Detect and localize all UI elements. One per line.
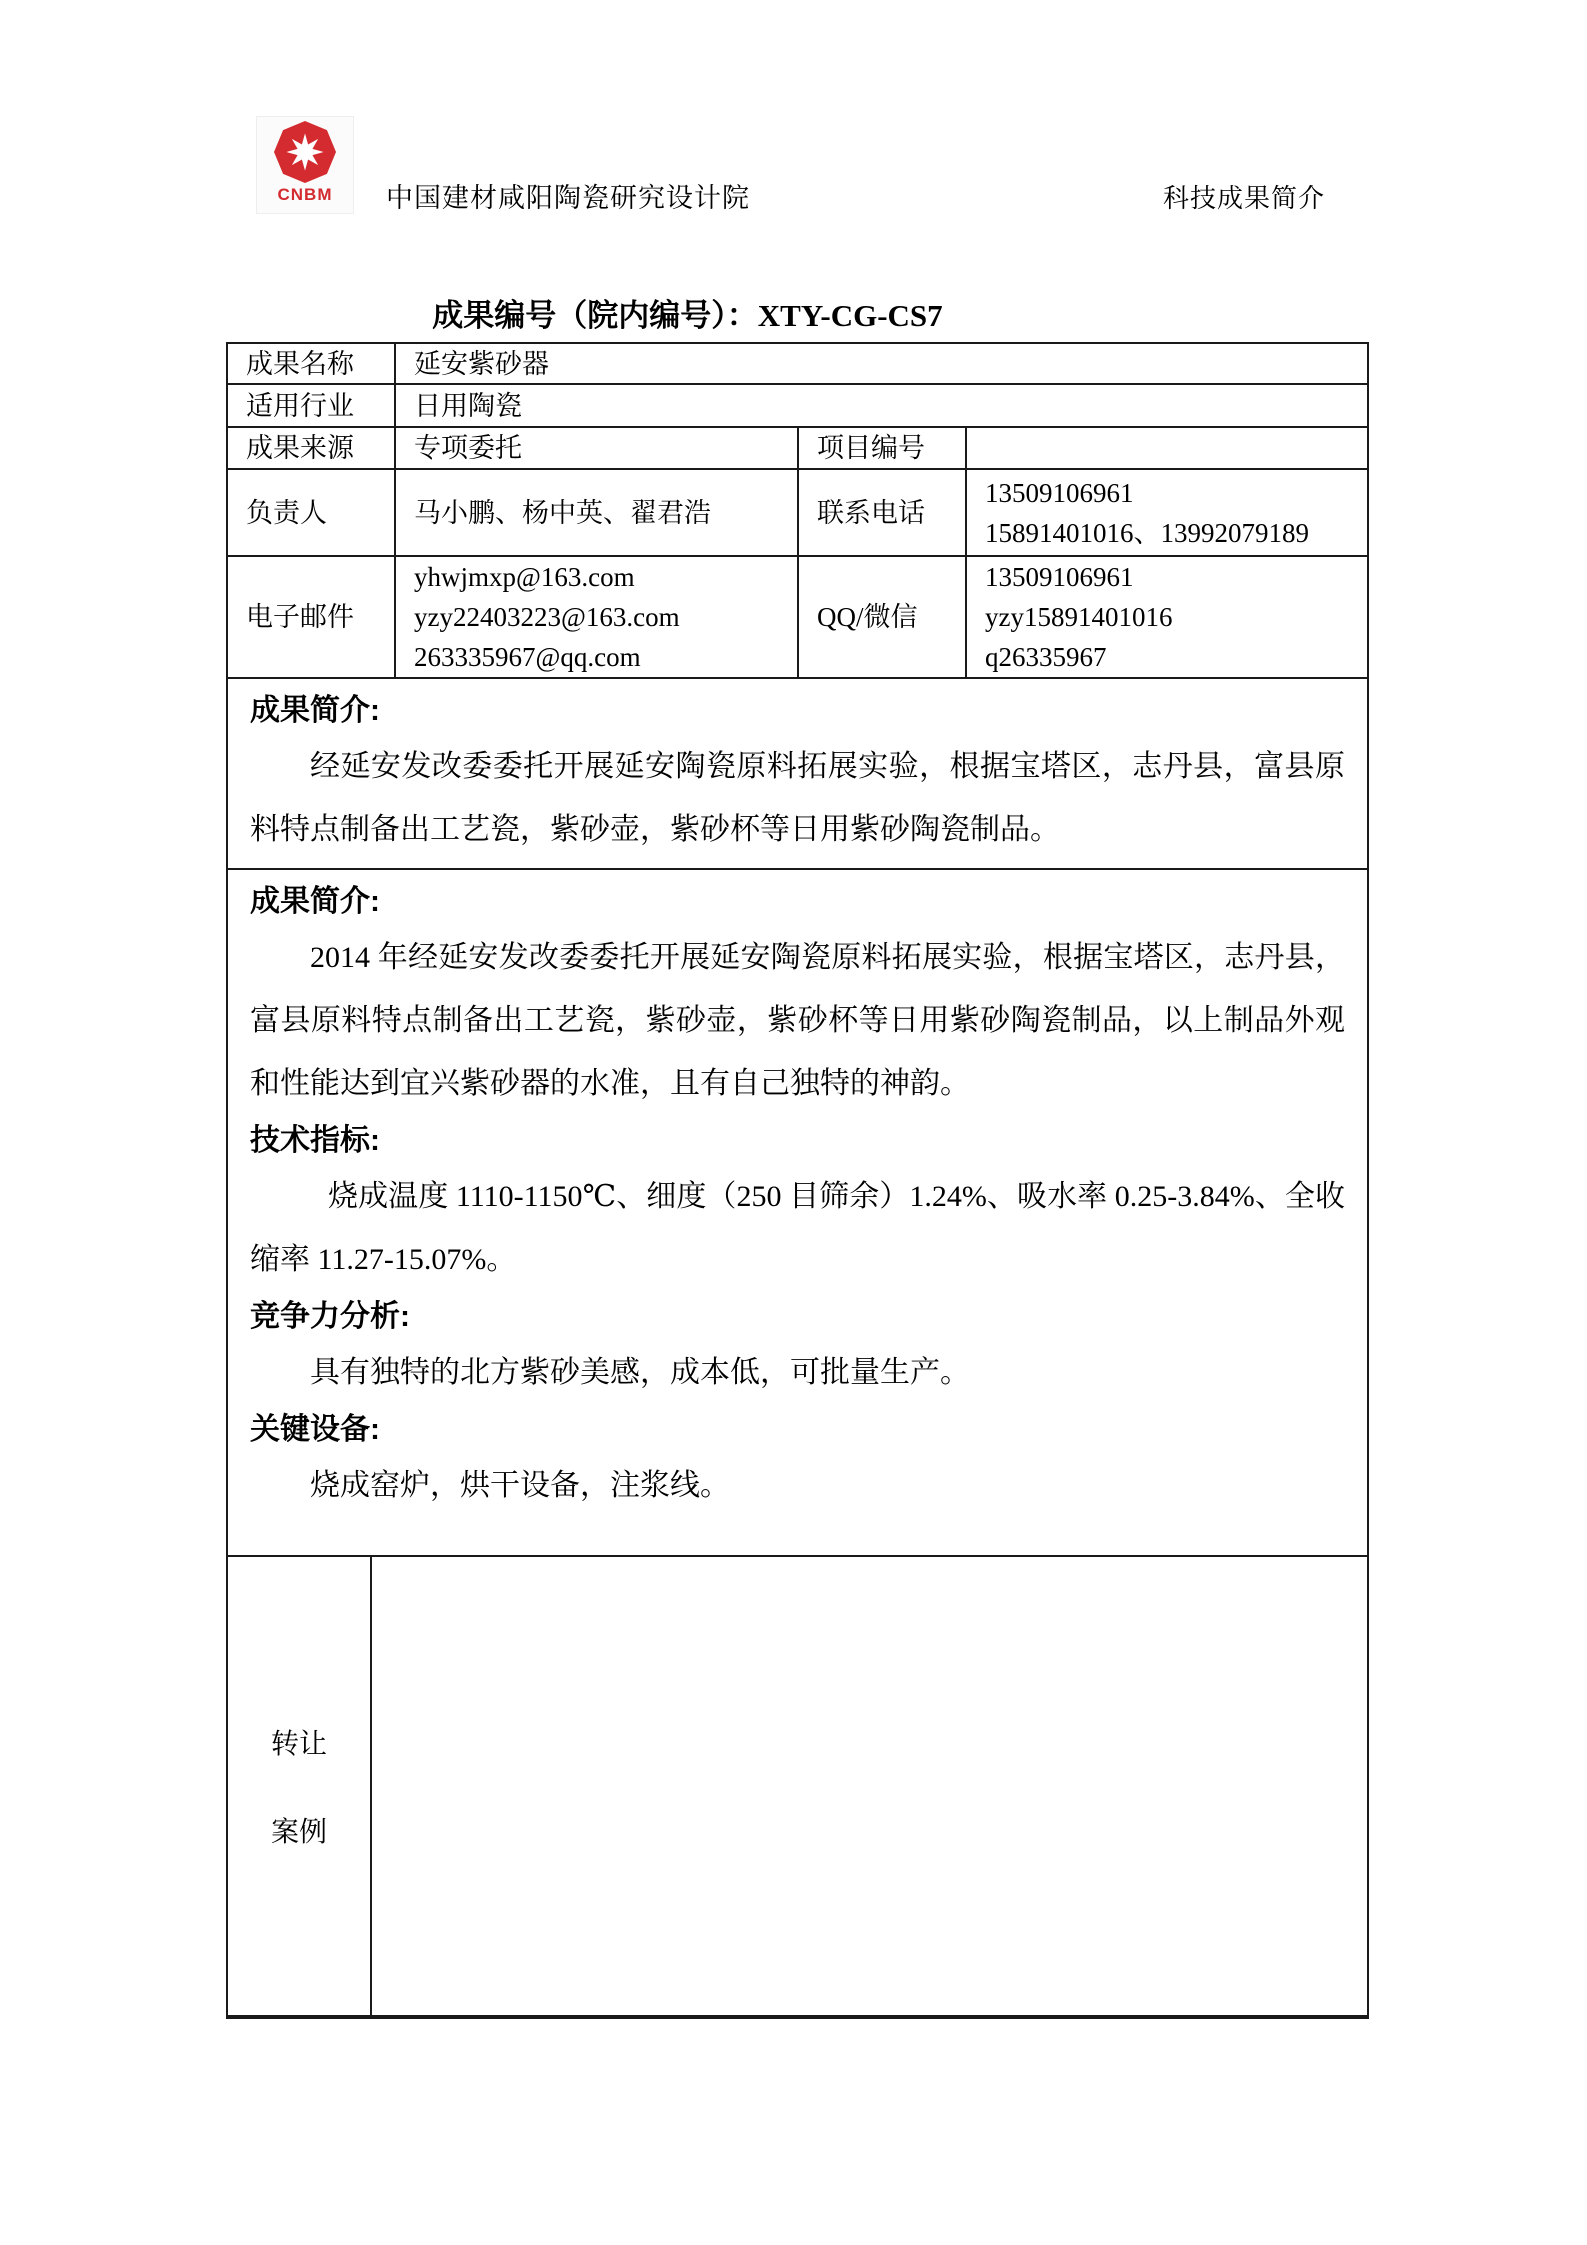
section-heading-brief-1: 成果简介: (250, 694, 380, 727)
value-transfer-case (370, 1557, 1367, 2015)
qq-line-2: yzy15891401016 (985, 602, 1173, 632)
qq-line-3: q26335967 (985, 642, 1107, 672)
email-line-2: yzy22403223@163.com (414, 602, 680, 632)
label-email: 电子邮件 (246, 602, 354, 632)
section-heading-competitiveness: 竞争力分析: (250, 1300, 410, 1333)
label-project-number: 项目编号 (797, 428, 965, 468)
company-name: 中国建材咸阳陶瓷研究设计院 (386, 183, 750, 213)
value-email (394, 557, 797, 677)
value-source: 专项委托 (394, 428, 797, 468)
label-phone: 联系电话 (797, 470, 965, 555)
section-body-technical: 烧成温度 1110-1150℃、细度（250 目筛余）1.24%、吸水率 0.25-3.84%、全收缩率 11.27-15.07%。 (250, 1180, 1345, 1276)
table-row-leader (228, 470, 1367, 557)
email-line-1: yhwjmxp@163.com (414, 562, 635, 592)
document-type-label: 科技成果简介 (1163, 183, 1326, 213)
value-phone (965, 470, 1367, 555)
section-body-equipment: 烧成窑炉，烘干设备，注浆线。 (310, 1469, 730, 1502)
value-industry: 日用陶瓷 (394, 385, 1367, 426)
table-row-transfer-case (228, 1557, 1367, 2015)
email-line-3: 263335967@qq.com (414, 642, 641, 672)
label-source: 成果来源 (246, 433, 354, 463)
page-title: 成果编号（院内编号）：XTY-CG-CS7 (432, 298, 943, 333)
label-transfer-case (228, 1557, 370, 2015)
cnbm-octagon-icon (274, 121, 336, 183)
label-leader: 负责人 (246, 497, 327, 528)
phone-line-2: 15891401016、13992079189 (985, 517, 1309, 548)
transfer-label-line-1: 转让 (270, 1729, 327, 1760)
label-industry: 适用行业 (246, 390, 354, 421)
qq-line-1: 13509106961 (985, 562, 1134, 592)
section-body-brief-2: 2014 年经延安发改委委托开展延安陶瓷原料拓展实验，根据宝塔区，志丹县，富县原料特点制备出工艺瓷，紫砂壶，紫砂杯等日用紫砂陶瓷制品，以上制品外观和性能达到宜兴紫砂器的水准，且有自己独特的神韵。 (250, 941, 1345, 1100)
section-body-competitiveness: 具有独特的北方紫砂美感，成本低，可批量生产。 (310, 1356, 970, 1389)
section-body-brief-1: 经延安发改委委托开展延安陶瓷原料拓展实验，根据宝塔区，志丹县，富县原料特点制备出工艺瓷，紫砂壶，紫砂杯等日用紫砂陶瓷制品。 (250, 750, 1345, 846)
section-heading-technical: 技术指标: (250, 1124, 380, 1157)
cnbm-logo (256, 116, 354, 214)
value-achievement-name: 延安紫砂器 (394, 344, 1367, 383)
section-heading-equipment: 关键设备: (250, 1413, 380, 1446)
value-leader: 马小鹏、杨中英、翟君浩 (394, 470, 797, 555)
table-row-industry (228, 385, 1367, 428)
section-brief-1 (228, 679, 1367, 870)
achievement-info-table (226, 342, 1369, 2019)
table-row-name (228, 344, 1367, 385)
transfer-label-line-2: 案例 (270, 1817, 327, 1848)
section-heading-brief-2: 成果简介: (250, 885, 380, 918)
label-achievement-name: 成果名称 (246, 348, 354, 379)
value-qq-wechat (965, 557, 1367, 677)
phone-line-1: 13509106961 (985, 477, 1134, 508)
section-details (228, 870, 1367, 1557)
label-qq-wechat: QQ/微信 (797, 557, 965, 677)
cnbm-logo-text: CNBM (277, 185, 333, 204)
table-row-source (228, 428, 1367, 470)
value-project-number (965, 428, 1367, 468)
table-row-email (228, 557, 1367, 679)
